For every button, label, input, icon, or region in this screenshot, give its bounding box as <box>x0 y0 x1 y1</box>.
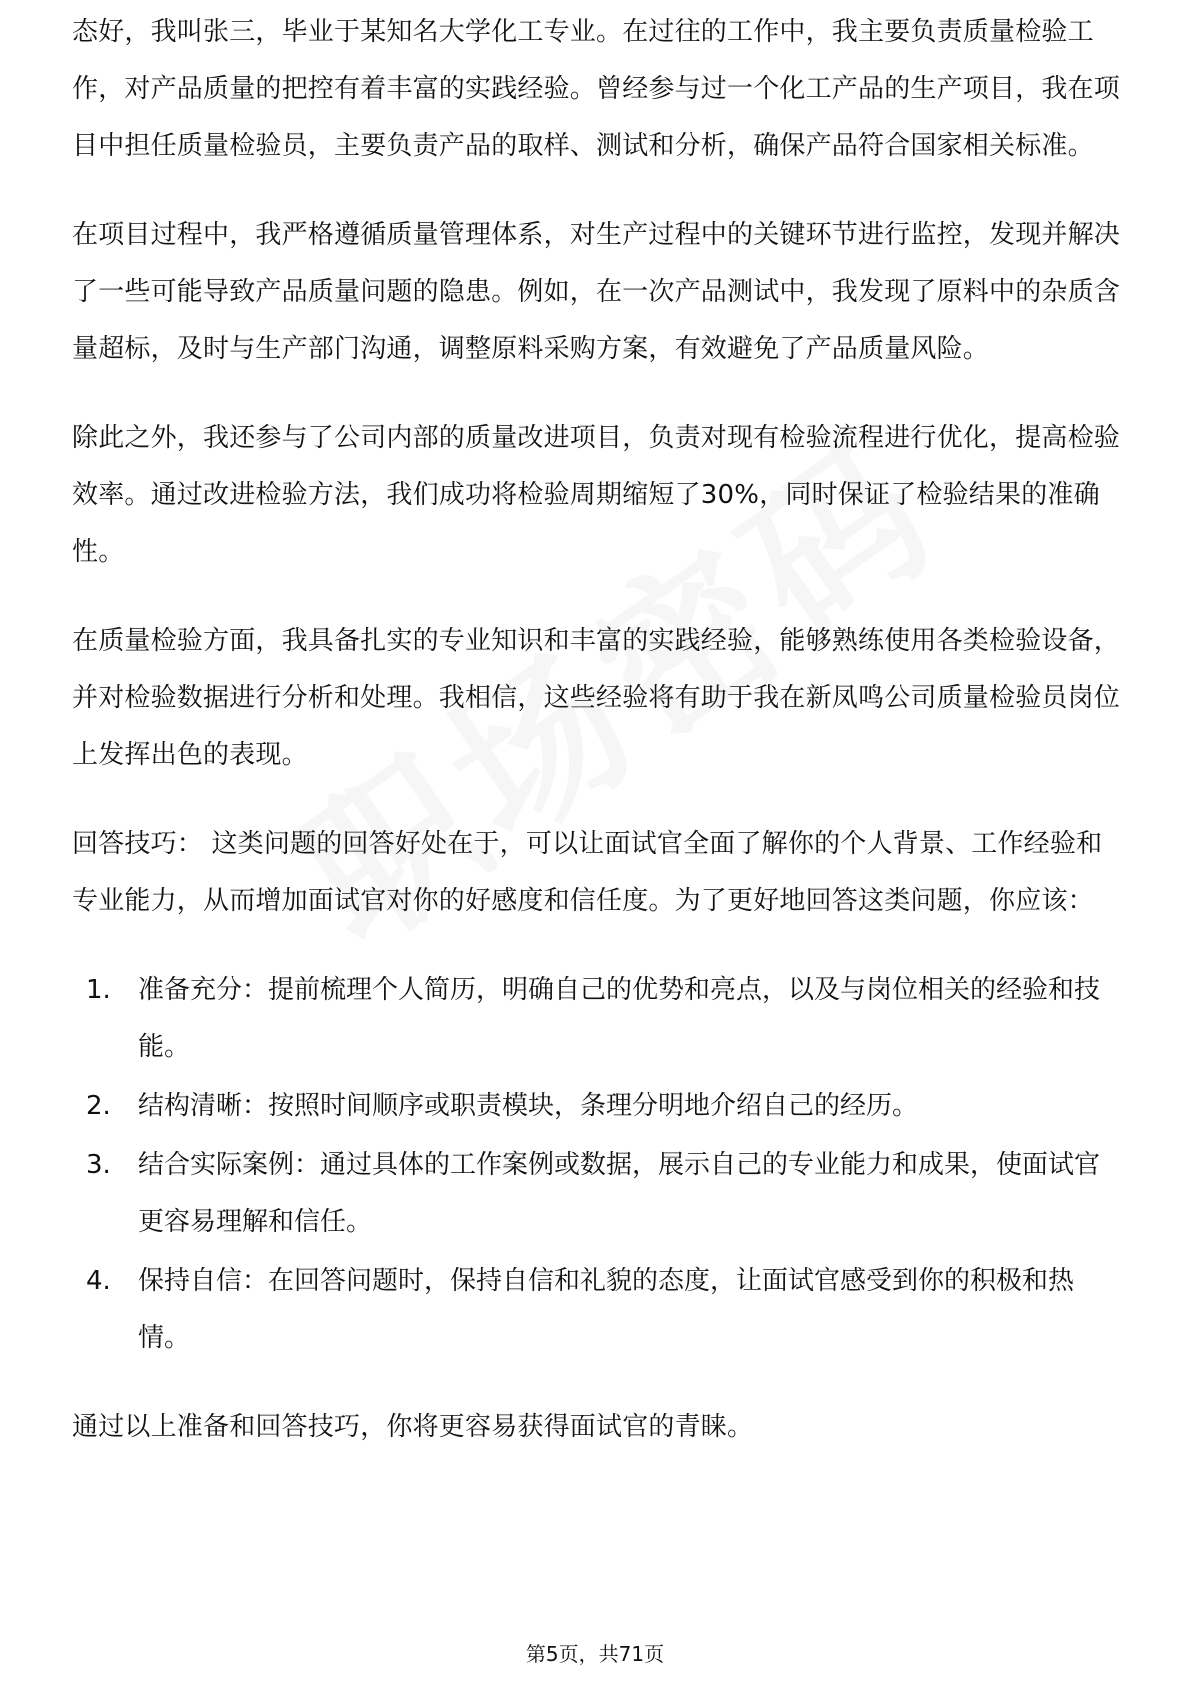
list-number: 4. <box>86 1266 111 1296</box>
list-number: 3. <box>86 1150 111 1180</box>
list-text: 结合实际案例：通过具体的工作案例或数据，展示自己的专业能力和成果，使面试官更容易理解和信任。 <box>138 1150 1101 1237</box>
paragraph-intro: 态好，我叫张三，毕业于某知名大学化工专业。在过往的工作中，我主要负责质量检验工作，对产品质量的把控有着丰富的实践经验。曾经参与过一个化工产品的生产项目，我在项目中担任质量检验员，主要负责产品的取样、测试和分析，确保产品符合国家相关标准。 <box>72 17 1121 161</box>
list-item <box>72 962 1122 1076</box>
list-item <box>72 1137 1122 1251</box>
list-item <box>72 1253 1122 1367</box>
document-body <box>72 17 1122 1488</box>
paragraph-project: 在项目过程中，我严格遵循质量管理体系，对生产过程中的关键环节进行监控，发现并解决了一些可能导致产品质量问题的隐患。例如，在一次产品测试中，我发现了原料中的杂质含量超标，及时与生产部门沟通，调整原料采购方案，有效避免了产品质量风险。 <box>72 220 1121 364</box>
paragraph-improvement: 除此之外，我还参与了公司内部的质量改进项目，负责对现有检验流程进行优化，提高检验效率。通过改进检验方法，我们成功将检验周期缩短了30%，同时保证了检验结果的准确性。 <box>72 423 1121 567</box>
list-number: 2. <box>86 1091 111 1121</box>
paragraph-summary: 在质量检验方面，我具备扎实的专业知识和丰富的实践经验，能够熟练使用各类检验设备，并对检验数据进行分析和处理。我相信，这些经验将有助于我在新凤鸣公司质量检验员岗位上发挥出色的表现。 <box>72 626 1121 770</box>
list-item <box>72 1078 1122 1135</box>
list-text: 准备充分：提前梳理个人简历，明确自己的优势和亮点，以及与岗位相关的经验和技能。 <box>138 975 1101 1062</box>
list-number: 1. <box>86 975 111 1005</box>
paragraph-closing: 通过以上准备和回答技巧，你将更容易获得面试官的青睐。 <box>72 1412 754 1442</box>
paragraph-answer-tips: 回答技巧： 这类问题的回答好处在于，可以让面试官全面了解你的个人背景、工作经验和专业能力，从而增加面试官对你的好感度和信任度。为了更好地回答这类问题，你应该： <box>72 829 1103 916</box>
page-number-footer: 第5页，共71页 <box>525 1642 665 1666</box>
list-text: 保持自信：在回答问题时，保持自信和礼貌的态度，让面试官感受到你的积极和热情。 <box>138 1266 1075 1353</box>
tips-list <box>72 962 1122 1367</box>
list-text: 结构清晰：按照时间顺序或职责模块，条理分明地介绍自己的经历。 <box>138 1091 919 1121</box>
